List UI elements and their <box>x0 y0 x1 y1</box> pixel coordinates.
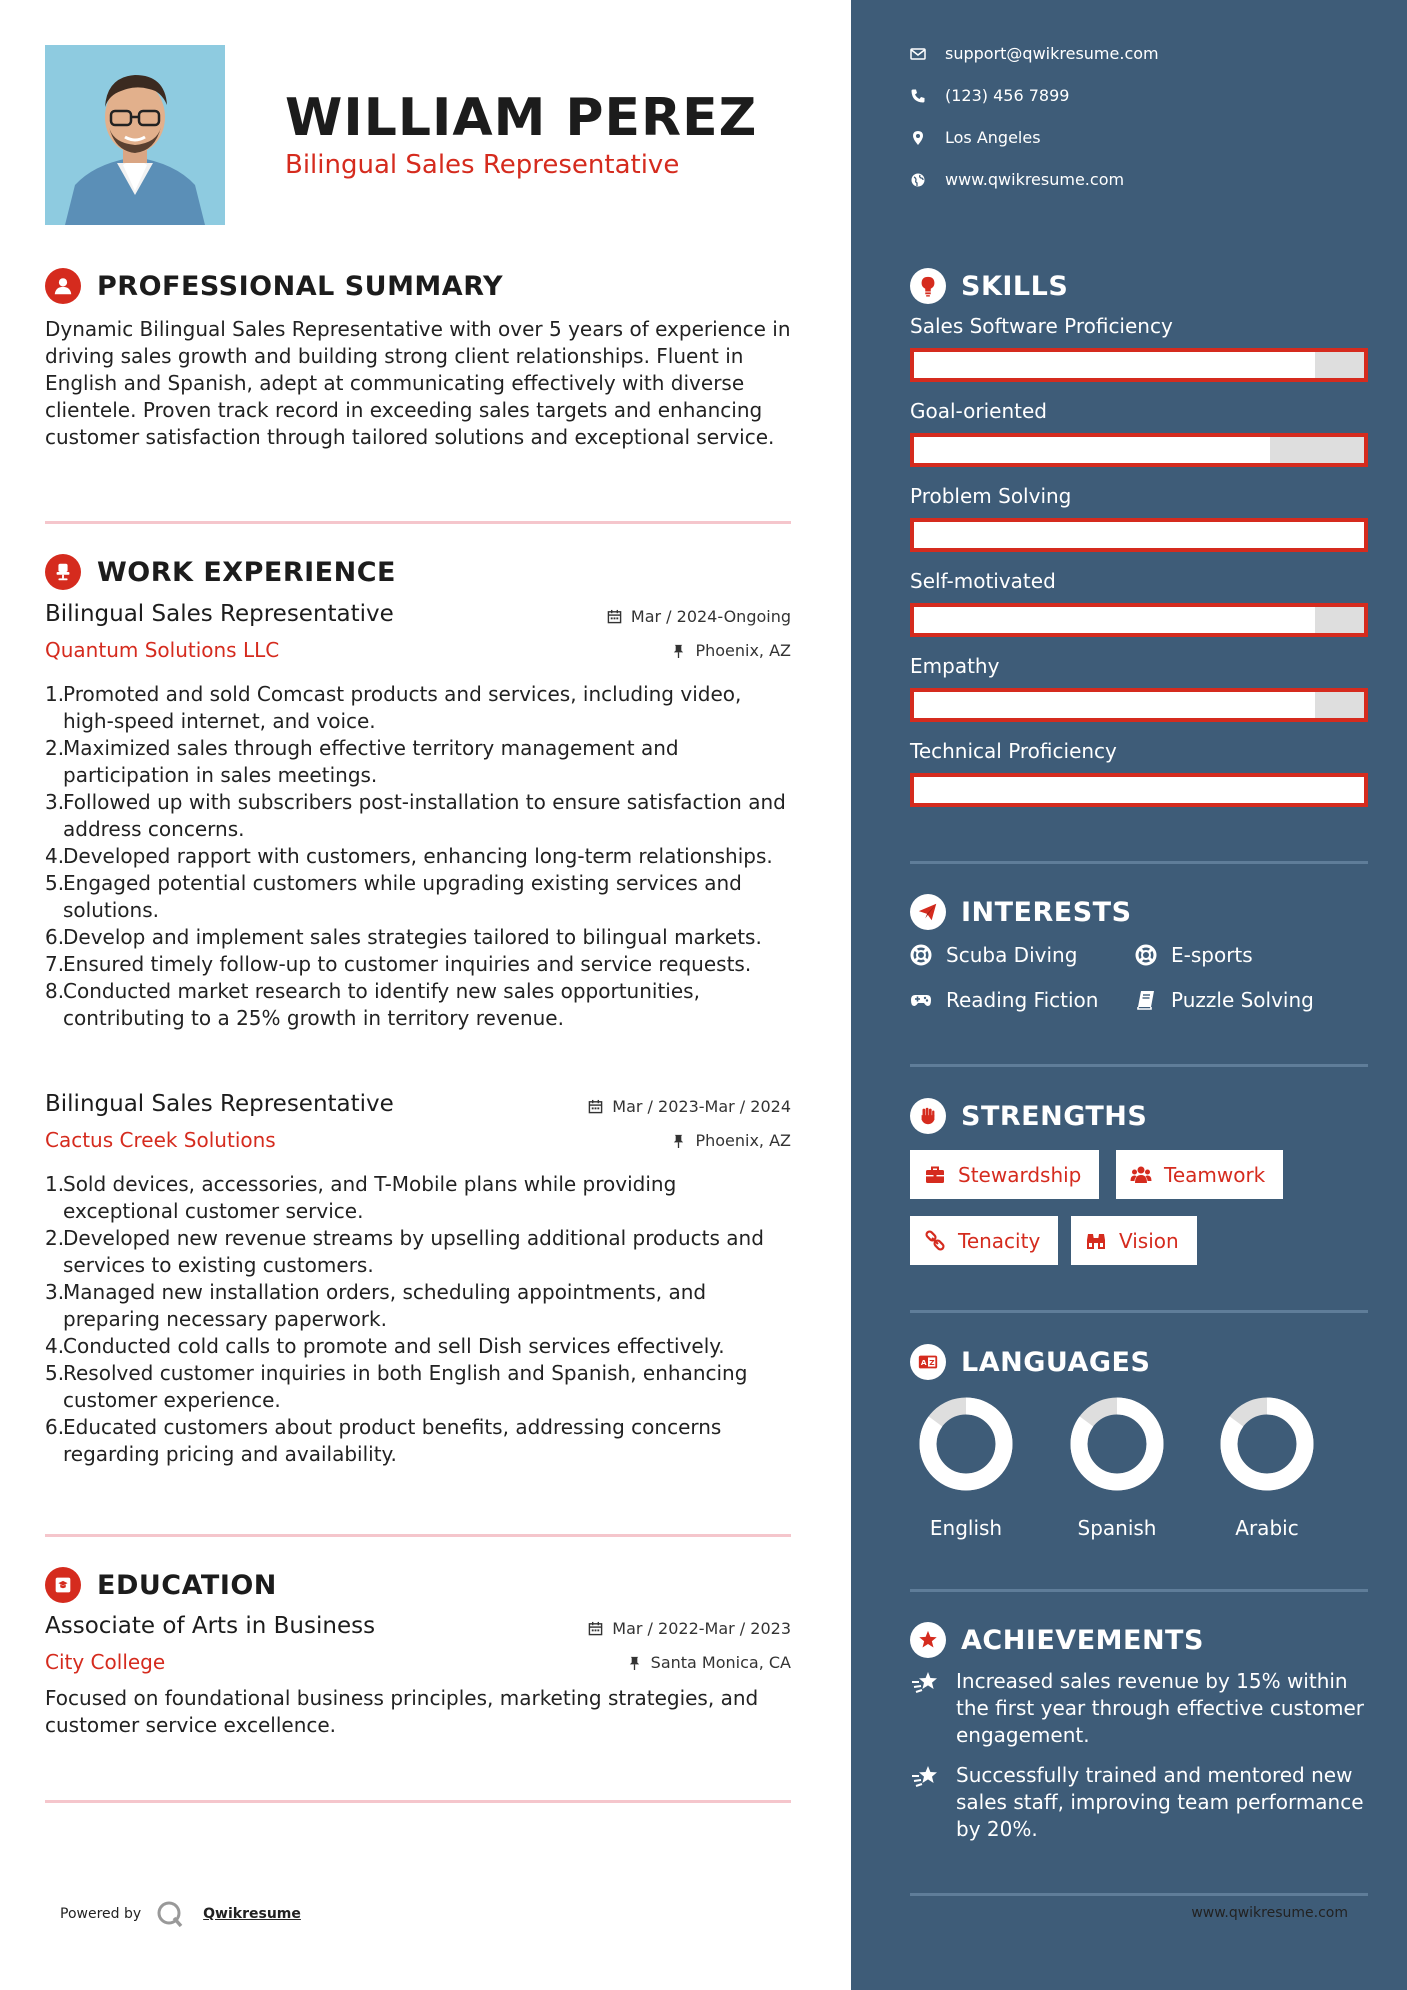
list-text: Promoted and sold Comcast products and services, including video, high-speed internet, and voice. <box>63 682 742 733</box>
book-icon <box>1135 989 1157 1011</box>
job-date: Mar / 2024-Ongoing <box>607 607 791 626</box>
skill-label: Technical Proficiency <box>910 739 1117 763</box>
globe-icon <box>910 172 926 188</box>
job-company: Quantum Solutions LLC <box>45 638 280 662</box>
list-text: Educated customers about product benefits, addressing concerns regarding pricing and availability. <box>63 1415 722 1466</box>
skill-level-bar <box>910 518 1368 552</box>
list-number: 5. <box>45 1361 65 1385</box>
job-company: Cactus Creek Solutions <box>45 1128 276 1152</box>
svg-text:Z: Z <box>929 1358 935 1368</box>
list-item <box>45 924 791 951</box>
skill-label: Problem Solving <box>910 484 1072 508</box>
strengths-heading: STRENGTHS <box>910 1098 1147 1134</box>
strength-badge: Tenacity <box>910 1216 1058 1265</box>
achievement-item: Increased sales revenue by 15% within the first year through effective customer engagement. <box>910 1668 1370 1749</box>
school-name: City College <box>45 1650 166 1674</box>
interest-item: Scuba Diving <box>910 943 1077 967</box>
skill-label: Goal-oriented <box>910 399 1047 423</box>
contact-location: Los Angeles <box>910 128 1041 147</box>
list-number: 1. <box>45 1172 65 1196</box>
list-text: Develop and implement sales strategies tailored to bilingual markets. <box>63 925 762 949</box>
contact-email: support@qwikresume.com <box>910 44 1159 63</box>
skill-level-bar <box>910 433 1368 467</box>
briefcase-icon <box>924 1164 946 1186</box>
job-title: Bilingual Sales Representative <box>45 601 394 627</box>
pin-icon <box>671 1133 686 1148</box>
calendar-icon <box>607 609 622 624</box>
binoculars-icon <box>1085 1230 1107 1252</box>
language-label: Spanish <box>1077 1516 1157 1540</box>
education-description: Focused on foundational business principles, marketing strategies, and customer service excellence. <box>45 1686 759 1737</box>
job-location: Phoenix, AZ <box>671 641 791 660</box>
skill-level-bar <box>910 603 1368 637</box>
section-divider <box>910 1589 1368 1592</box>
candidate-title: Bilingual Sales Representative <box>285 150 680 180</box>
qwikresume-logo-icon <box>155 1899 185 1929</box>
list-item <box>45 1225 791 1279</box>
language-item <box>918 1396 1014 1540</box>
education-date: Mar / 2022-Mar / 2023 <box>588 1619 791 1638</box>
list-text: Resolved customer inquiries in both English and Spanish, enhancing customer experience. <box>63 1361 748 1412</box>
skill-level-fill <box>914 522 1364 548</box>
footer-website[interactable]: www.qwikresume.com <box>1191 1905 1348 1921</box>
language-gauge <box>918 1396 1014 1492</box>
interest-item: E-sports <box>1135 943 1253 967</box>
link-icon <box>924 1230 946 1252</box>
list-text: Ensured timely follow-up to customer inquiries and service requests. <box>63 952 752 976</box>
job-date: Mar / 2023-Mar / 2024 <box>588 1097 791 1116</box>
skill-level-bar <box>910 348 1368 382</box>
list-text: Conducted cold calls to promote and sell Dish services effectively. <box>63 1334 725 1358</box>
skill-level-fill <box>914 777 1364 803</box>
list-item <box>45 789 791 843</box>
job-entry <box>45 601 791 1071</box>
strength-badge: Teamwork <box>1116 1150 1283 1199</box>
summary-text: Dynamic Bilingual Sales Representative with over 5 years of experience in driving sales growth and building strong client relationships. Fluent in English and Spanish, adept at communicating effectively with diverse clientele. Proven track record in exceeding sales targets and enhancing customer satisfaction through tailored solutions and exceptional service. <box>45 317 791 449</box>
achievements-heading: ACHIEVEMENTS <box>910 1622 1204 1658</box>
calendar-icon <box>588 1099 603 1114</box>
language-item <box>1219 1396 1315 1540</box>
section-divider <box>45 1534 791 1537</box>
gamepad-icon <box>910 989 932 1011</box>
job-title: Bilingual Sales Representative <box>45 1091 394 1117</box>
list-number: 2. <box>45 1226 65 1250</box>
section-divider <box>45 521 791 524</box>
list-number: 1. <box>45 682 65 706</box>
list-item <box>45 1333 791 1360</box>
strength-badge: Stewardship <box>910 1150 1099 1199</box>
calendar-icon <box>588 1621 603 1636</box>
language-label: Arabic <box>1235 1516 1299 1540</box>
list-number: 5. <box>45 871 65 895</box>
interests-heading: INTERESTS <box>910 894 1132 930</box>
experience-heading: WORK EXPERIENCE <box>45 554 396 590</box>
language-item <box>1069 1396 1165 1540</box>
phone-icon <box>910 88 926 104</box>
list-item <box>45 870 791 924</box>
language-label: English <box>929 1516 1003 1540</box>
section-divider <box>910 1310 1368 1313</box>
list-number: 2. <box>45 736 65 760</box>
paper-plane-icon <box>910 894 946 930</box>
envelope-icon <box>910 46 926 62</box>
list-text: Conducted market research to identify new sales opportunities, contributing to a 25% growth in territory revenue. <box>63 979 700 1030</box>
education-entry <box>45 1613 791 1737</box>
sidebar <box>851 0 1407 1990</box>
list-text: Followed up with subscribers post-installation to ensure satisfaction and address concerns. <box>63 790 786 841</box>
skill-level-bar <box>910 773 1368 807</box>
list-item <box>45 1360 791 1414</box>
skill-level-fill <box>914 352 1315 378</box>
list-number: 4. <box>45 1334 65 1358</box>
user-icon <box>45 268 81 304</box>
job-duties-list <box>45 1171 791 1468</box>
svg-text:A: A <box>920 1358 927 1368</box>
shooting-star-icon <box>910 1764 940 1790</box>
job-location: Phoenix, AZ <box>671 1131 791 1150</box>
list-text: Engaged potential customers while upgrading existing services and solutions. <box>63 871 742 922</box>
main-column <box>45 0 791 1990</box>
lifebuoy-icon <box>910 944 932 966</box>
list-item <box>45 681 791 735</box>
translate-icon <box>910 1344 946 1380</box>
education-location: Santa Monica, CA <box>627 1653 791 1672</box>
contact-phone: (123) 456 7899 <box>910 86 1069 105</box>
skill-level-fill <box>914 607 1315 633</box>
pin-icon <box>627 1655 642 1670</box>
contact-website: www.qwikresume.com <box>910 170 1124 189</box>
shooting-star-icon <box>910 1670 940 1696</box>
interest-item: Puzzle Solving <box>1135 988 1314 1012</box>
list-text: Maximized sales through effective territory management and participation in sales meetings. <box>63 736 679 787</box>
list-number: 7. <box>45 952 65 976</box>
section-divider <box>45 1800 791 1803</box>
degree-title: Associate of Arts in Business <box>45 1613 376 1639</box>
list-text: Developed rapport with customers, enhancing long-term relationships. <box>63 844 773 868</box>
powered-by: Powered by Qwikresume <box>60 1899 301 1929</box>
education-heading: EDUCATION <box>45 1567 277 1603</box>
list-number: 6. <box>45 925 65 949</box>
fist-icon <box>910 1098 946 1134</box>
skill-label: Sales Software Proficiency <box>910 314 1173 338</box>
skill-level-bar <box>910 688 1368 722</box>
list-number: 6. <box>45 1415 65 1439</box>
list-item <box>45 735 791 789</box>
job-duties-list <box>45 681 791 1032</box>
skill-level-fill <box>914 437 1270 463</box>
list-number: 4. <box>45 844 65 868</box>
job-entry <box>45 1091 791 1491</box>
achievement-item: Successfully trained and mentored new sales staff, improving team performance by 20%. <box>910 1762 1370 1843</box>
skills-heading: SKILLS <box>910 268 1068 304</box>
lightbulb-icon <box>910 268 946 304</box>
list-item <box>45 843 791 870</box>
profile-photo <box>45 45 225 225</box>
candidate-name: WILLIAM PEREZ <box>285 88 758 148</box>
interest-item: Reading Fiction <box>910 988 1098 1012</box>
chair-icon <box>45 554 81 590</box>
section-divider <box>910 1064 1368 1067</box>
list-item <box>45 1279 791 1333</box>
list-item <box>45 1171 791 1225</box>
skill-level-fill <box>914 692 1315 718</box>
section-divider <box>910 861 1368 864</box>
list-text: Managed new installation orders, scheduling appointments, and preparing necessary paperwork. <box>63 1280 707 1331</box>
list-item <box>45 1414 791 1468</box>
list-text: Developed new revenue streams by upselling additional products and services to existing customers. <box>63 1226 764 1277</box>
star-badge-icon <box>910 1622 946 1658</box>
languages-heading: A Z LANGUAGES <box>910 1344 1150 1380</box>
list-item <box>45 951 791 978</box>
section-divider <box>910 1893 1368 1896</box>
list-text: Sold devices, accessories, and T-Mobile plans while providing exceptional customer service. <box>63 1172 677 1223</box>
list-number: 3. <box>45 790 65 814</box>
pin-icon <box>671 643 686 658</box>
summary-heading: PROFESSIONAL SUMMARY <box>45 268 503 304</box>
language-gauge <box>1219 1396 1315 1492</box>
users-icon <box>1130 1164 1152 1186</box>
graduation-icon <box>45 1567 81 1603</box>
list-number: 8. <box>45 979 65 1003</box>
lifebuoy-icon <box>1135 944 1157 966</box>
map-marker-icon <box>910 130 926 146</box>
list-item <box>45 978 791 1032</box>
language-gauge <box>1069 1396 1165 1492</box>
skill-label: Empathy <box>910 654 1000 678</box>
qwikresume-link[interactable]: Qwikresume <box>203 1906 301 1922</box>
strength-badge: Vision <box>1071 1216 1197 1265</box>
skill-label: Self-motivated <box>910 569 1056 593</box>
list-number: 3. <box>45 1280 65 1304</box>
